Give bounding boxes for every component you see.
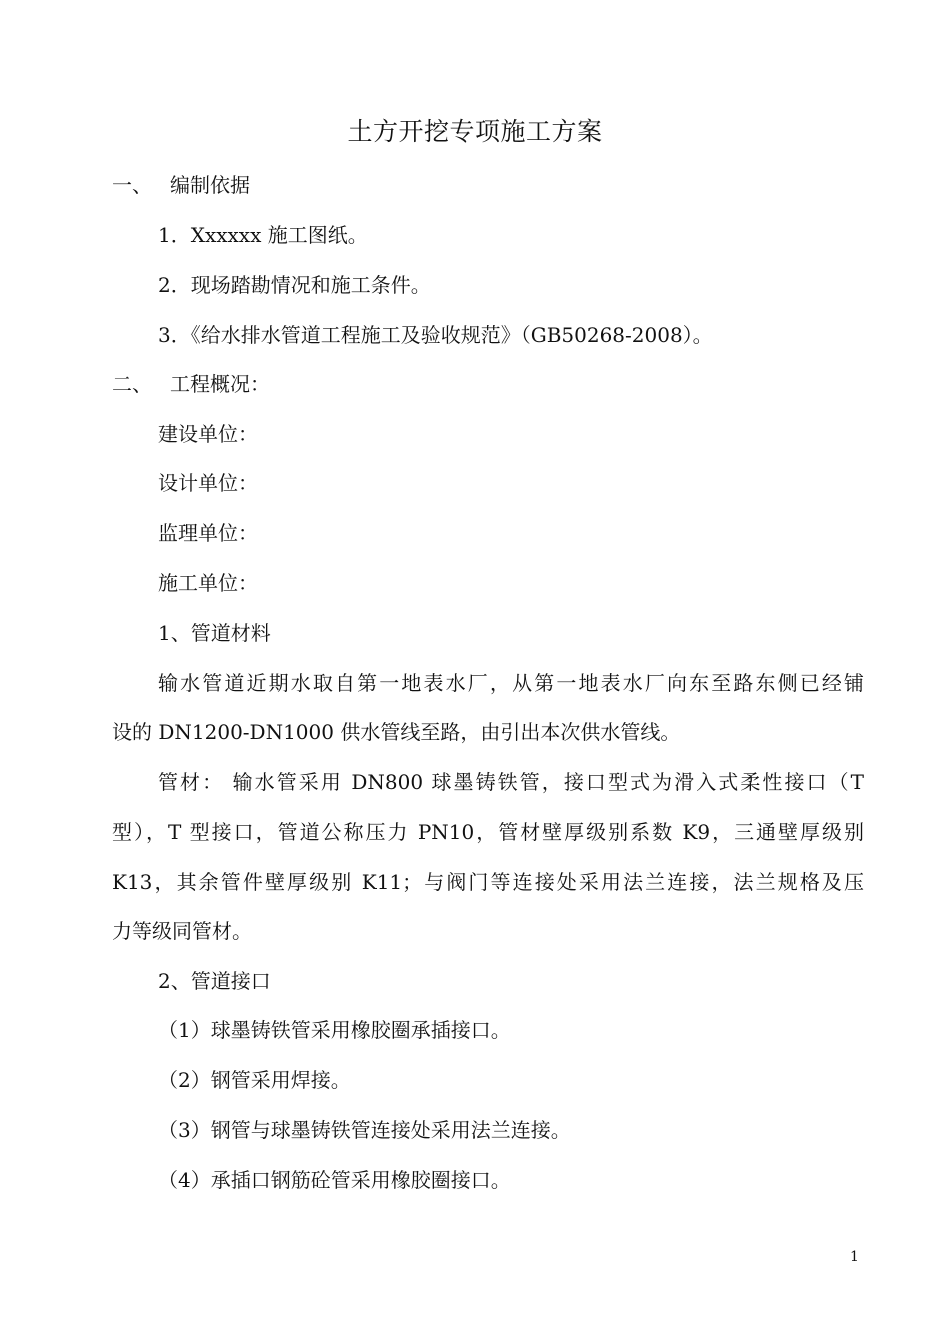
section-heading-overview bbox=[112, 369, 270, 399]
paragraph-line: K13，其余管件壁厚级别 K11；与阀门等连接处采用法兰连接，法兰规格及压 bbox=[112, 870, 864, 894]
document-title: 土方开挖专项施工方案 bbox=[347, 117, 603, 146]
unit-supervisor: 监理单位： bbox=[158, 521, 258, 545]
section-number: 一、 bbox=[112, 173, 152, 197]
paragraph-line: 型），T 型接口，管道公称压力 PN10，管材壁厚级别系数 K9，三通壁厚级别 bbox=[112, 820, 864, 844]
joint-item-1: （1）球墨铸铁管采用橡胶圈承插接口。 bbox=[158, 1018, 511, 1042]
joint-item-3: （3）钢管与球墨铸铁管连接处采用法兰连接。 bbox=[158, 1118, 571, 1142]
unit-designer: 设计单位： bbox=[158, 471, 258, 495]
section-title: 编制依据 bbox=[170, 173, 250, 197]
basis-item-1: 1．Xxxxxx 施工图纸。 bbox=[158, 223, 368, 247]
paragraph-line: 输水管道近期水取自第一地表水厂，从第一地表水厂向东至路东侧已经铺 bbox=[158, 671, 864, 695]
subheading-pipe-joint: 2、管道接口 bbox=[158, 969, 271, 993]
unit-construction-owner: 建设单位： bbox=[158, 422, 258, 446]
paragraph-line: 管材： 输水管采用 DN800 球墨铸铁管，接口型式为滑入式柔性接口（T bbox=[158, 770, 864, 794]
section-number: 二、 bbox=[112, 372, 152, 396]
page-number: 1 bbox=[850, 1249, 859, 1265]
joint-item-4: （4）承插口钢筋砼管采用橡胶圈接口。 bbox=[158, 1168, 511, 1192]
subheading-pipe-material: 1、管道材料 bbox=[158, 621, 271, 645]
section-heading-basis bbox=[112, 170, 250, 200]
basis-item-2: 2．现场踏勘情况和施工条件。 bbox=[158, 273, 431, 297]
section-title: 工程概况： bbox=[170, 372, 270, 396]
basis-item-3: 3．《给水排水管道工程施工及验收规范》（GB50268-2008）。 bbox=[158, 323, 713, 347]
joint-item-2: （2）钢管采用焊接。 bbox=[158, 1068, 351, 1092]
unit-contractor: 施工单位： bbox=[158, 571, 258, 595]
paragraph-line: 设的 DN1200-DN1000 供水管线至路，由引出本次供水管线。 bbox=[112, 720, 681, 744]
paragraph-line: 力等级同管材。 bbox=[112, 919, 252, 943]
